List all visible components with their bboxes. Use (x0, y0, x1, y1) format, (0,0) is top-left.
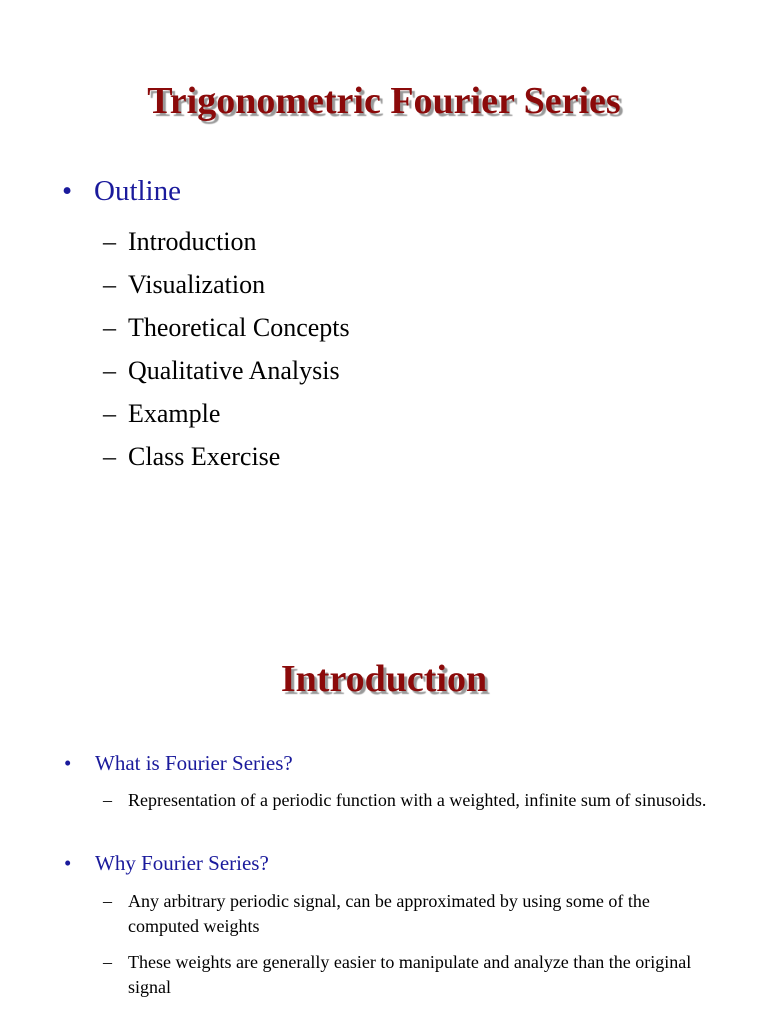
dash-icon: – (103, 952, 112, 972)
slide-introduction (0, 512, 768, 1024)
answer-text: Representation of a periodic function with a weighted, infinite sum of sinusoids. (128, 790, 707, 810)
bullet-icon: • (64, 851, 72, 875)
dash-icon: – (103, 790, 112, 810)
list-item-label: Visualization (128, 270, 266, 299)
slide-title: Trigonometric Fourier Series (147, 80, 621, 122)
answer-text: These weights are generally easier to manipulate and analyze than the original signal (128, 952, 692, 997)
list-item-label: Class Exercise (128, 442, 281, 471)
dash-icon: – (103, 399, 116, 428)
list-item-label: Qualitative Analysis (128, 356, 340, 385)
bullet-label: Outline (94, 175, 181, 207)
question-bullet-what (64, 749, 293, 777)
question-bullet-why (64, 849, 269, 877)
dash-icon: – (103, 227, 116, 256)
question-label: Why Fourier Series? (95, 851, 269, 875)
list-item (103, 220, 350, 263)
dash-icon: – (103, 356, 116, 385)
answer-item (103, 950, 713, 1000)
bullet-icon: • (64, 751, 72, 775)
answer-item (103, 788, 713, 813)
dash-icon: – (103, 270, 116, 299)
list-item (103, 306, 350, 349)
list-item (103, 263, 350, 306)
bullet-icon: • (62, 175, 73, 207)
list-item-label: Example (128, 399, 221, 428)
slide-title: Introduction (280, 658, 488, 700)
list-item (103, 435, 350, 478)
list-item (103, 349, 350, 392)
dash-icon: – (103, 313, 116, 342)
list-item (103, 392, 350, 435)
list-item-label: Theoretical Concepts (128, 313, 350, 342)
dash-icon: – (103, 891, 112, 911)
answer-item (103, 889, 713, 939)
dash-icon: – (103, 442, 116, 471)
list-item-label: Introduction (128, 227, 257, 256)
answer-text: Any arbitrary periodic signal, can be approximated by using some of the computed weights (128, 891, 650, 936)
question-label: What is Fourier Series? (95, 751, 293, 775)
outline-list (103, 220, 350, 478)
outline-bullet (62, 172, 181, 210)
